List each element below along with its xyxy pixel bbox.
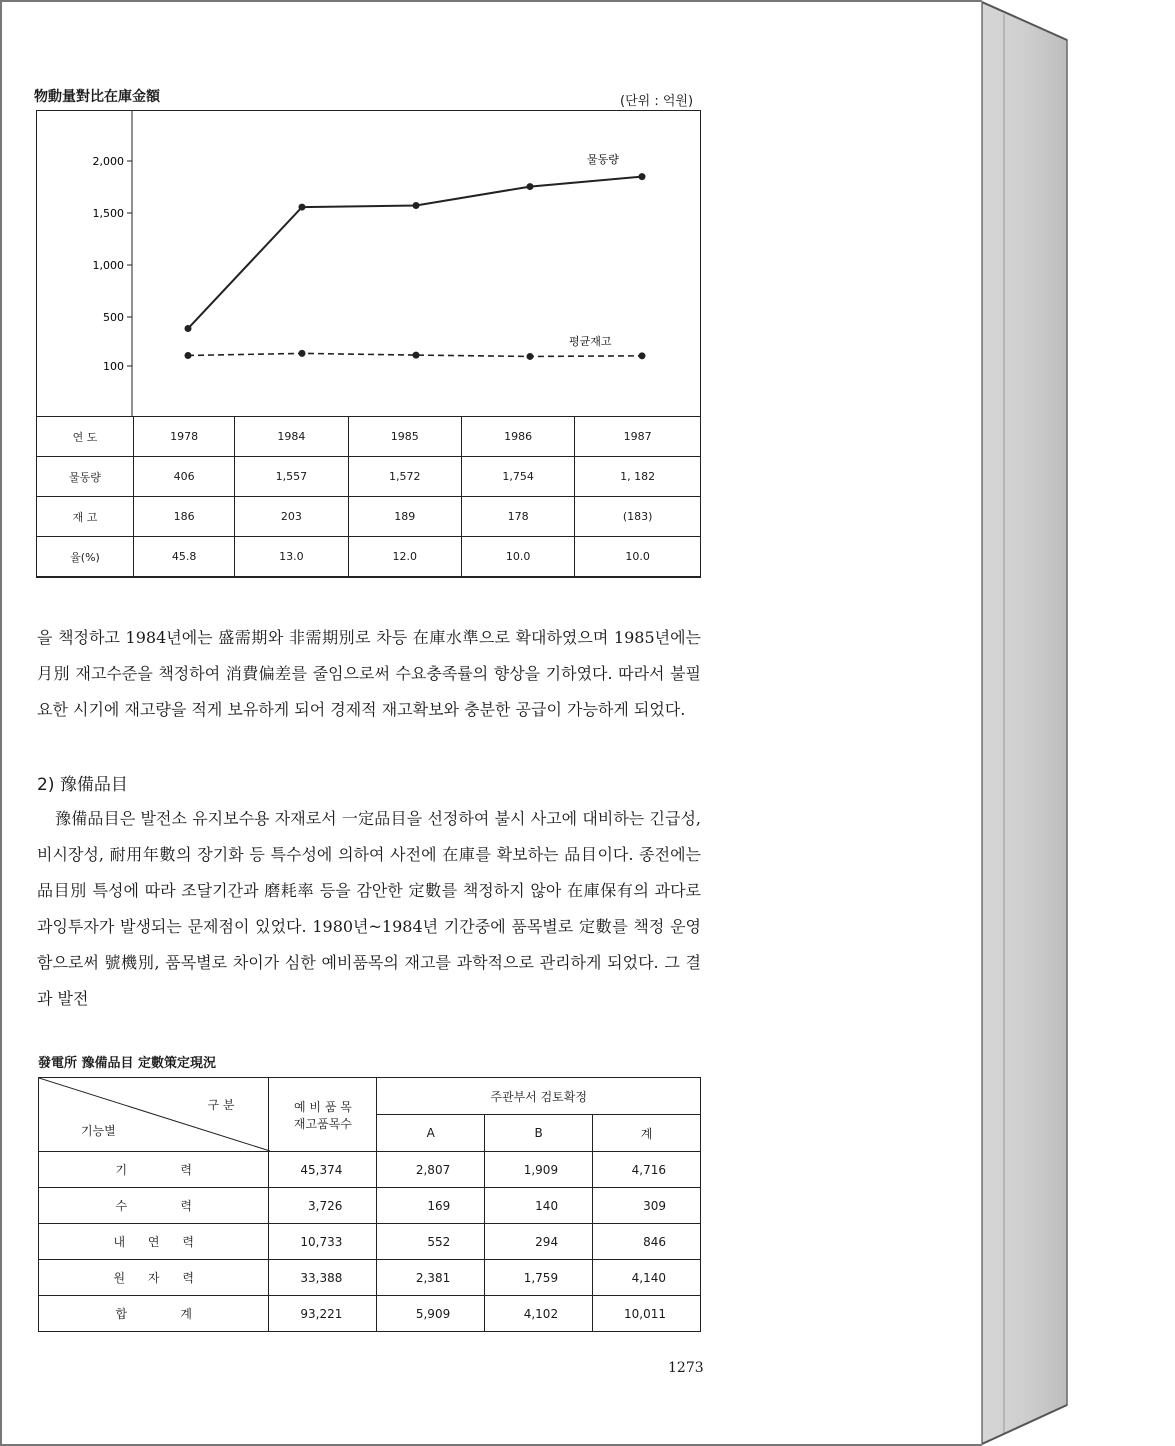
table-cell: 846 [593,1224,701,1260]
table-cell: 406 [134,457,235,497]
page-number: 1273 [668,1360,704,1376]
section-heading: 2) 豫備品目 [37,775,128,795]
table-cell: 1,572 [348,457,461,497]
header-sub-a: A [377,1115,485,1152]
data-table-row [37,537,701,577]
table-cell: 1,909 [485,1152,593,1188]
series-line-물동량 [188,177,642,329]
y-tick-label: 100 [103,360,124,373]
table-row [39,1224,701,1260]
table-cell: 309 [593,1188,701,1224]
table-cell: 4,102 [485,1296,593,1332]
header-sub-total: 계 [593,1115,701,1152]
header-line2: 재고품목수 [293,1116,352,1131]
table-cell: 13.0 [235,537,348,577]
table-cell: 1986 [461,417,574,457]
data-point [299,204,306,211]
header-corner-top: 구 분 [207,1098,235,1112]
table-cell: 178 [461,497,574,537]
table-cell: 1985 [348,417,461,457]
data-point [185,352,192,359]
table-cell: 3,726 [269,1188,377,1224]
table-cell: 189 [348,497,461,537]
table-cell: 1, 182 [575,457,701,497]
table-cell: 93,221 [269,1296,377,1332]
table-cell: 1978 [134,417,235,457]
table-cell: 5,909 [377,1296,485,1332]
function-label: 합 계 [39,1296,269,1332]
y-tick-label: 1,500 [92,207,124,220]
header-corner-cell [39,1078,269,1152]
table-cell: 140 [485,1188,593,1224]
table-cell: 45,374 [269,1152,377,1188]
data-point [527,353,534,360]
header-sub-b: B [485,1115,593,1152]
function-label: 수 력 [39,1188,269,1224]
row-label: 물동량 [37,457,134,497]
chart-title: 物動量對比在庫金額 [34,89,160,105]
table-cell: 10,733 [269,1224,377,1260]
chart-unit-label: (단위 : 억원) [620,94,694,109]
paragraph-text: 豫備品目은 발전소 유지보수용 자재로서 一定品目을 선정하여 불시 사고에 대비하는 긴급성, 비시장성, 耐用年數의 장기화 등 특수성에 의하여 사전에 在庫를 확보하는 品目이다. 종전에는 品目別 특성에 따라 조달기간과 磨耗率 등을 감안한 定數를 책정하지 않아 在庫保有의 과다로 과잉투자가 발생되는 문제점이 있었다. 1980년~1984년 기간중에 품목별로 定數를 책정 운영함으로써 號機別, 품목별로 차이가 심한 예비품목의 재고를 과학적으로 관리하게 되었다. 그 결과 발전 [37,809,701,1008]
table-cell: 294 [485,1224,593,1260]
row-label: 재 고 [37,497,134,537]
data-point [413,202,420,209]
function-label: 원 자 력 [39,1260,269,1296]
table-row [39,1188,701,1224]
table-cell: 203 [235,497,348,537]
table-row [39,1152,701,1188]
row-label: 연 도 [37,417,134,457]
data-point [185,325,192,332]
table-cell: 12.0 [348,537,461,577]
table-cell: 2,381 [377,1260,485,1296]
table-cell: 4,140 [593,1260,701,1296]
book-edge-shading [982,0,1175,1446]
header-spare-count [269,1078,377,1152]
data-point [639,173,646,180]
table-cell: 33,388 [269,1260,377,1296]
table-cell: 169 [377,1188,485,1224]
table-cell: 552 [377,1224,485,1260]
table-title: 發電所 豫備品目 定數策定現況 [38,1056,217,1071]
chart-data-table [36,416,701,577]
row-label: 율(%) [37,537,134,577]
table-cell: 1984 [235,417,348,457]
function-label: 내 연 력 [39,1224,269,1260]
diagonal-divider [39,1078,270,1151]
paragraph-text: 을 책정하고 1984년에는 盛需期와 非需期別로 차등 在庫水準으로 확대하였으며 1985년에는 月別 재고수준을 책정하여 消費偏差를 줄임으로써 수요충족률의 향상을 기하였다. 따라서 불필요한 시기에 재고량을 적게 보유하게 되어 경제적 재고확보와 충분한 공급이 가능하게 되었다. [37,628,701,719]
series-label-평균재고: 평균재고 [569,335,612,348]
data-point [413,352,420,359]
table-cell: 2,807 [377,1152,485,1188]
data-table-row [37,457,701,497]
spare-parts-table [38,1077,701,1332]
table-cell: 4,716 [593,1152,701,1188]
data-point [299,350,306,357]
data-point [639,352,646,359]
table-cell: 10.0 [575,537,701,577]
series-label-물동량: 물동량 [587,153,619,166]
header-corner-bottom: 기능별 [81,1124,116,1138]
table-cell: (183) [575,497,701,537]
y-tick-label: 500 [103,311,124,324]
y-tick-label: 2,000 [92,155,124,168]
data-table-row [37,497,701,537]
table-cell: 1987 [575,417,701,457]
table-cell: 1,759 [485,1260,593,1296]
header-group: 주관부서 검토확정 [377,1078,701,1115]
header-line1: 예 비 품 목 [294,1099,352,1114]
table-cell: 45.8 [134,537,235,577]
y-tick-label: 1,000 [92,259,124,272]
table-cell: 10,011 [593,1296,701,1332]
table-row [39,1296,701,1332]
table-cell: 1,754 [461,457,574,497]
data-table-row [37,417,701,457]
table-row [39,1260,701,1296]
body-paragraph-1 [37,620,701,728]
data-point [527,183,534,190]
body-paragraph-2 [37,801,701,1017]
function-label: 기 력 [39,1152,269,1188]
table-cell: 1,557 [235,457,348,497]
table-cell: 186 [134,497,235,537]
table-cell: 10.0 [461,537,574,577]
